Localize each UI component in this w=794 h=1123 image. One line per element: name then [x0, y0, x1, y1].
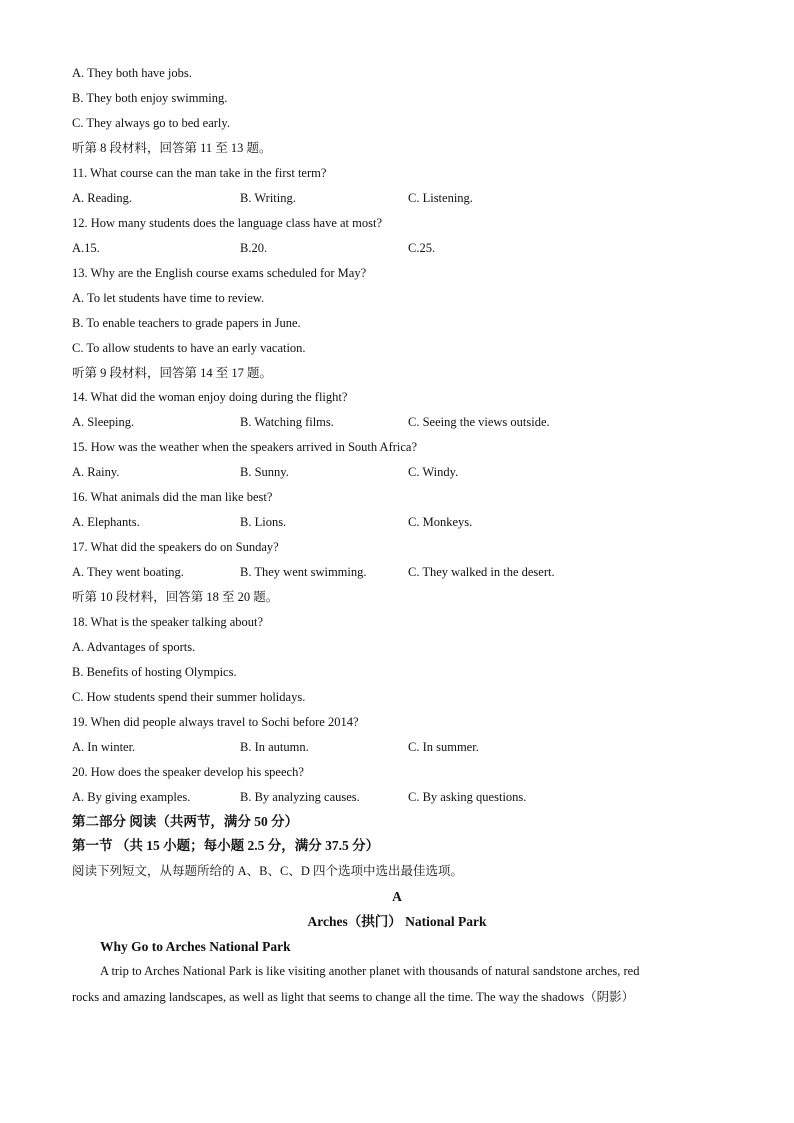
q19-option-c: C. In summer.: [408, 740, 479, 754]
q19-option-b: B. In autumn.: [240, 740, 309, 754]
q12-stem: 12. How many students does the language class have at most?: [72, 216, 382, 230]
passage-letter: A: [392, 889, 402, 904]
q16-option-c: C. Monkeys.: [408, 515, 473, 529]
q10-option-c: C. They always go to bed early.: [72, 116, 230, 130]
paragraph-line-1: A trip to Arches National Park is like visiting another planet with thousands of natural sandstone arches, red: [100, 964, 640, 978]
q16-stem: 16. What animals did the man like best?: [72, 490, 273, 504]
section-1-title: 第一节 （共 15 小题；每小题 2.5 分，满分 37.5 分）: [72, 838, 380, 853]
q10-option-b: B. They both enjoy swimming.: [72, 91, 228, 105]
q13-option-a: A. To let students have time to review.: [72, 291, 265, 305]
q11-option-b: B. Writing.: [240, 191, 296, 205]
q18-option-c: C. How students spend their summer holidays.: [72, 690, 306, 704]
section-8-instruction: 听第 8 段材料，回答第 11 至 13 题。: [72, 141, 272, 155]
q14-option-c: C. Seeing the views outside.: [408, 415, 550, 429]
passage-title: Arches（拱门） National Park: [307, 914, 487, 929]
q12-option-a: A.15.: [72, 241, 100, 255]
q11-option-a: A. Reading.: [72, 191, 133, 205]
part-2-title: 第二部分 阅读（共两节，满分 50 分）: [72, 814, 299, 829]
q11-stem: 11. What course can the man take in the first term?: [72, 166, 327, 180]
paragraph-line-2: rocks and amazing landscapes, as well as light that seems to change all the time. The way the shadows（阴影）: [72, 990, 635, 1004]
q12-option-b: B.20.: [240, 241, 268, 255]
q15-option-b: B. Sunny.: [240, 465, 289, 479]
q18-option-a: A. Advantages of sports.: [72, 640, 196, 654]
reading-instructions: 阅读下列短文，从每题所给的 A、B、C、D 四个选项中选出最佳选项。: [72, 864, 463, 878]
q20-option-b: B. By analyzing causes.: [240, 790, 360, 804]
q19-option-a: A. In winter.: [72, 740, 136, 754]
q13-stem: 13. Why are the English course exams scheduled for May?: [72, 266, 367, 280]
q15-option-c: C. Windy.: [408, 465, 459, 479]
q13-option-c: C. To allow students to have an early vacation.: [72, 341, 306, 355]
q12-option-c: C.25.: [408, 241, 436, 255]
section-9-instruction: 听第 9 段材料，回答第 14 至 17 题。: [72, 366, 273, 380]
q14-stem: 14. What did the woman enjoy doing during the flight?: [72, 390, 348, 404]
q20-stem: 20. How does the speaker develop his speech?: [72, 765, 304, 779]
q17-stem: 17. What did the speakers do on Sunday?: [72, 540, 279, 554]
q14-option-b: B. Watching films.: [240, 415, 334, 429]
q15-stem: 15. How was the weather when the speakers arrived in South Africa?: [72, 440, 418, 454]
q17-option-a: A. They went boating.: [72, 565, 184, 579]
q20-option-a: A. By giving examples.: [72, 790, 191, 804]
q11-option-c: C. Listening.: [408, 191, 473, 205]
q13-option-b: B. To enable teachers to grade papers in June.: [72, 316, 301, 330]
q17-option-b: B. They went swimming.: [240, 565, 367, 579]
q10-option-a: A. They both have jobs.: [72, 66, 192, 80]
q19-stem: 19. When did people always travel to Sochi before 2014?: [72, 715, 359, 729]
q15-option-a: A. Rainy.: [72, 465, 120, 479]
section-10-instruction: 听第 10 段材料，回答第 18 至 20 题。: [72, 590, 279, 604]
q14-option-a: A. Sleeping.: [72, 415, 135, 429]
q20-option-c: C. By asking questions.: [408, 790, 527, 804]
q18-stem: 18. What is the speaker talking about?: [72, 615, 264, 629]
passage-subheading: Why Go to Arches National Park: [100, 939, 291, 954]
q16-option-a: A. Elephants.: [72, 515, 140, 529]
q18-option-b: B. Benefits of hosting Olympics.: [72, 665, 237, 679]
q17-option-c: C. They walked in the desert.: [408, 565, 555, 579]
q16-option-b: B. Lions.: [240, 515, 287, 529]
